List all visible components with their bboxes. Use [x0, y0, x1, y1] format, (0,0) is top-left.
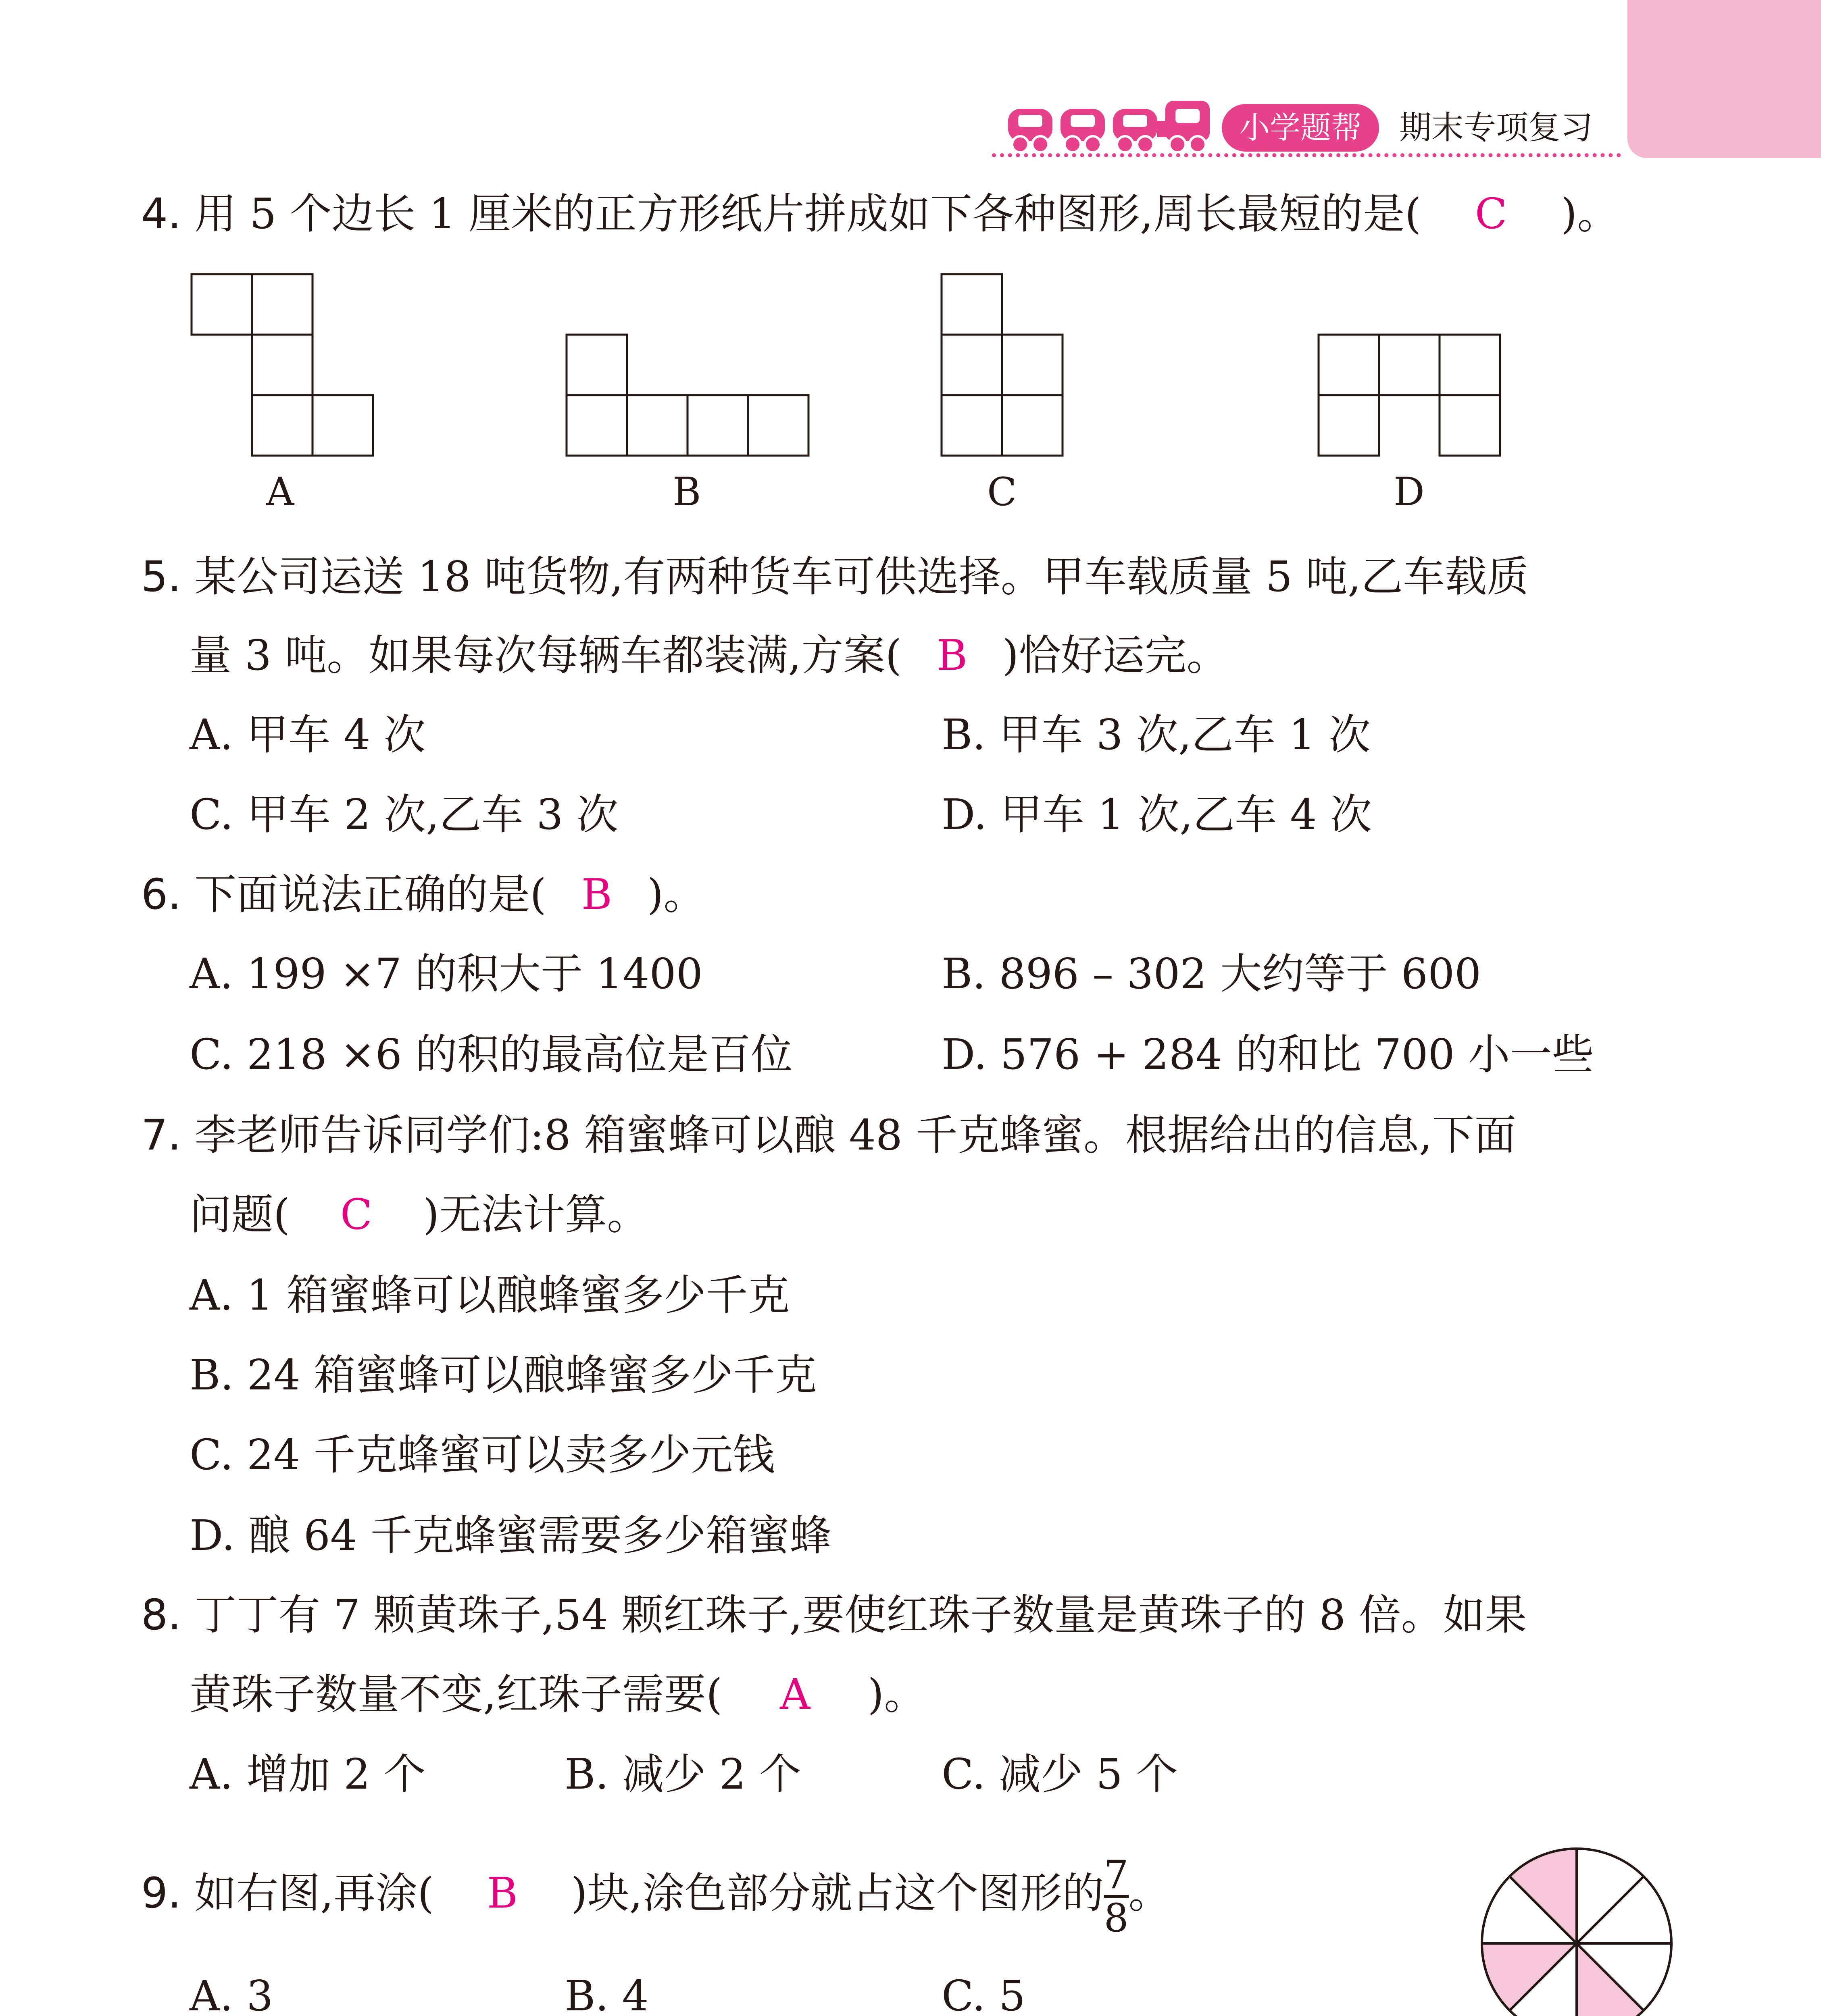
header-dotted-line — [992, 153, 1621, 157]
square-figures — [185, 270, 1516, 464]
question-number: 6. — [141, 870, 181, 919]
answer: A — [780, 1670, 810, 1719]
question-text-end: )。 — [1561, 189, 1619, 238]
question-8-line-2: 黄珠子数量不变,红珠子需要( A )。 — [190, 1666, 926, 1722]
answer: C — [1475, 189, 1507, 238]
corner-tab — [1627, 0, 1821, 158]
question-number: 4. — [141, 189, 181, 238]
option: A. 3 — [190, 1971, 273, 2016]
question-5-line-2: 量 3 吨。如果每次每辆车都装满,方案( B )恰好运完。 — [190, 627, 1229, 683]
option: C. 5 — [942, 1971, 1026, 2016]
option: A. 甲车 4 次 — [190, 710, 426, 759]
question-5 — [141, 548, 1529, 605]
figure-label-b: B — [673, 469, 701, 514]
question-text: 某公司运送 18 吨货物,有两种货车可供选择。甲车载质量 5 吨,乙车载质 — [194, 552, 1529, 601]
question-7-line-2: 问题( C )无法计算。 — [190, 1186, 649, 1243]
option: B. 24 箱蜜蜂可以酿蜂蜜多少千克 — [190, 1350, 817, 1400]
header-label: 期末专项复习 — [1399, 109, 1593, 146]
fraction: $\frac{7}{8}$ — [1104, 1852, 1129, 1941]
option: B. 甲车 3 次,乙车 1 次 — [942, 710, 1371, 759]
answer: B — [936, 631, 968, 680]
figure-label-c: C — [987, 469, 1017, 514]
question-4 — [141, 185, 1619, 242]
question-6: 6. 下面说法正确的是( B )。 — [141, 866, 705, 923]
question-number: 5. — [141, 552, 181, 601]
question-8 — [141, 1587, 1527, 1643]
divided-circle — [1476, 1843, 1677, 2016]
circle-sectors — [1482, 1849, 1671, 2016]
option: A. 199 ×7 的积大于 1400 — [190, 949, 703, 998]
question-7 — [141, 1107, 1516, 1163]
question-text: 丁丁有 7 颗黄珠子,54 颗红珠子,要使红珠子数量是黄珠子的 8 倍。如果 — [194, 1590, 1527, 1639]
option: D. 酿 64 千克蜂蜜需要多少箱蜜蜂 — [190, 1511, 832, 1560]
train-icon — [1004, 97, 1214, 157]
question-text: 李老师告诉同学们:8 箱蜜蜂可以酿 48 千克蜂蜜。根据给出的信息,下面 — [194, 1110, 1517, 1160]
question-text: 用 5 个边长 1 厘米的正方形纸片拼成如下各种图形,周长最短的是( — [194, 189, 1421, 238]
option: C. 减少 5 个 — [942, 1749, 1178, 1799]
answer: C — [340, 1190, 373, 1239]
option: A. 增加 2 个 — [190, 1749, 426, 1799]
answer: B — [487, 1868, 518, 1918]
option: B. 4 — [565, 1971, 649, 2016]
option: C. 甲车 2 次,乙车 3 次 — [190, 790, 619, 839]
option: D. 576 + 284 的和比 700 小一些 — [942, 1030, 1594, 1079]
question-number: 7. — [141, 1110, 181, 1160]
figure-label-a: A — [266, 469, 294, 514]
option: D. 甲车 1 次,乙车 4 次 — [942, 790, 1372, 839]
question-text: 下面说法正确的是( — [194, 870, 546, 919]
figure-label-d: D — [1394, 469, 1425, 514]
answer: B — [581, 870, 613, 919]
question-9: 9. 如右图,再涂( B )块,涂色部分就占这个图形的 $\frac{7}{8}$ 。 — [141, 1852, 1171, 1941]
option: B. 减少 2 个 — [565, 1749, 801, 1799]
option: C. 218 ×6 的积的最高位是百位 — [190, 1030, 793, 1079]
option: B. 896 – 302 大约等于 600 — [942, 949, 1481, 998]
option: C. 24 千克蜂蜜可以卖多少元钱 — [190, 1430, 775, 1479]
option: A. 1 箱蜜蜂可以酿蜂蜜多少千克 — [190, 1270, 790, 1320]
question-number: 8. — [141, 1590, 181, 1639]
question-text: 如右图,再涂( — [194, 1868, 434, 1918]
question-number: 9. — [141, 1868, 181, 1918]
header-badge: 小学题帮 — [1222, 104, 1379, 152]
